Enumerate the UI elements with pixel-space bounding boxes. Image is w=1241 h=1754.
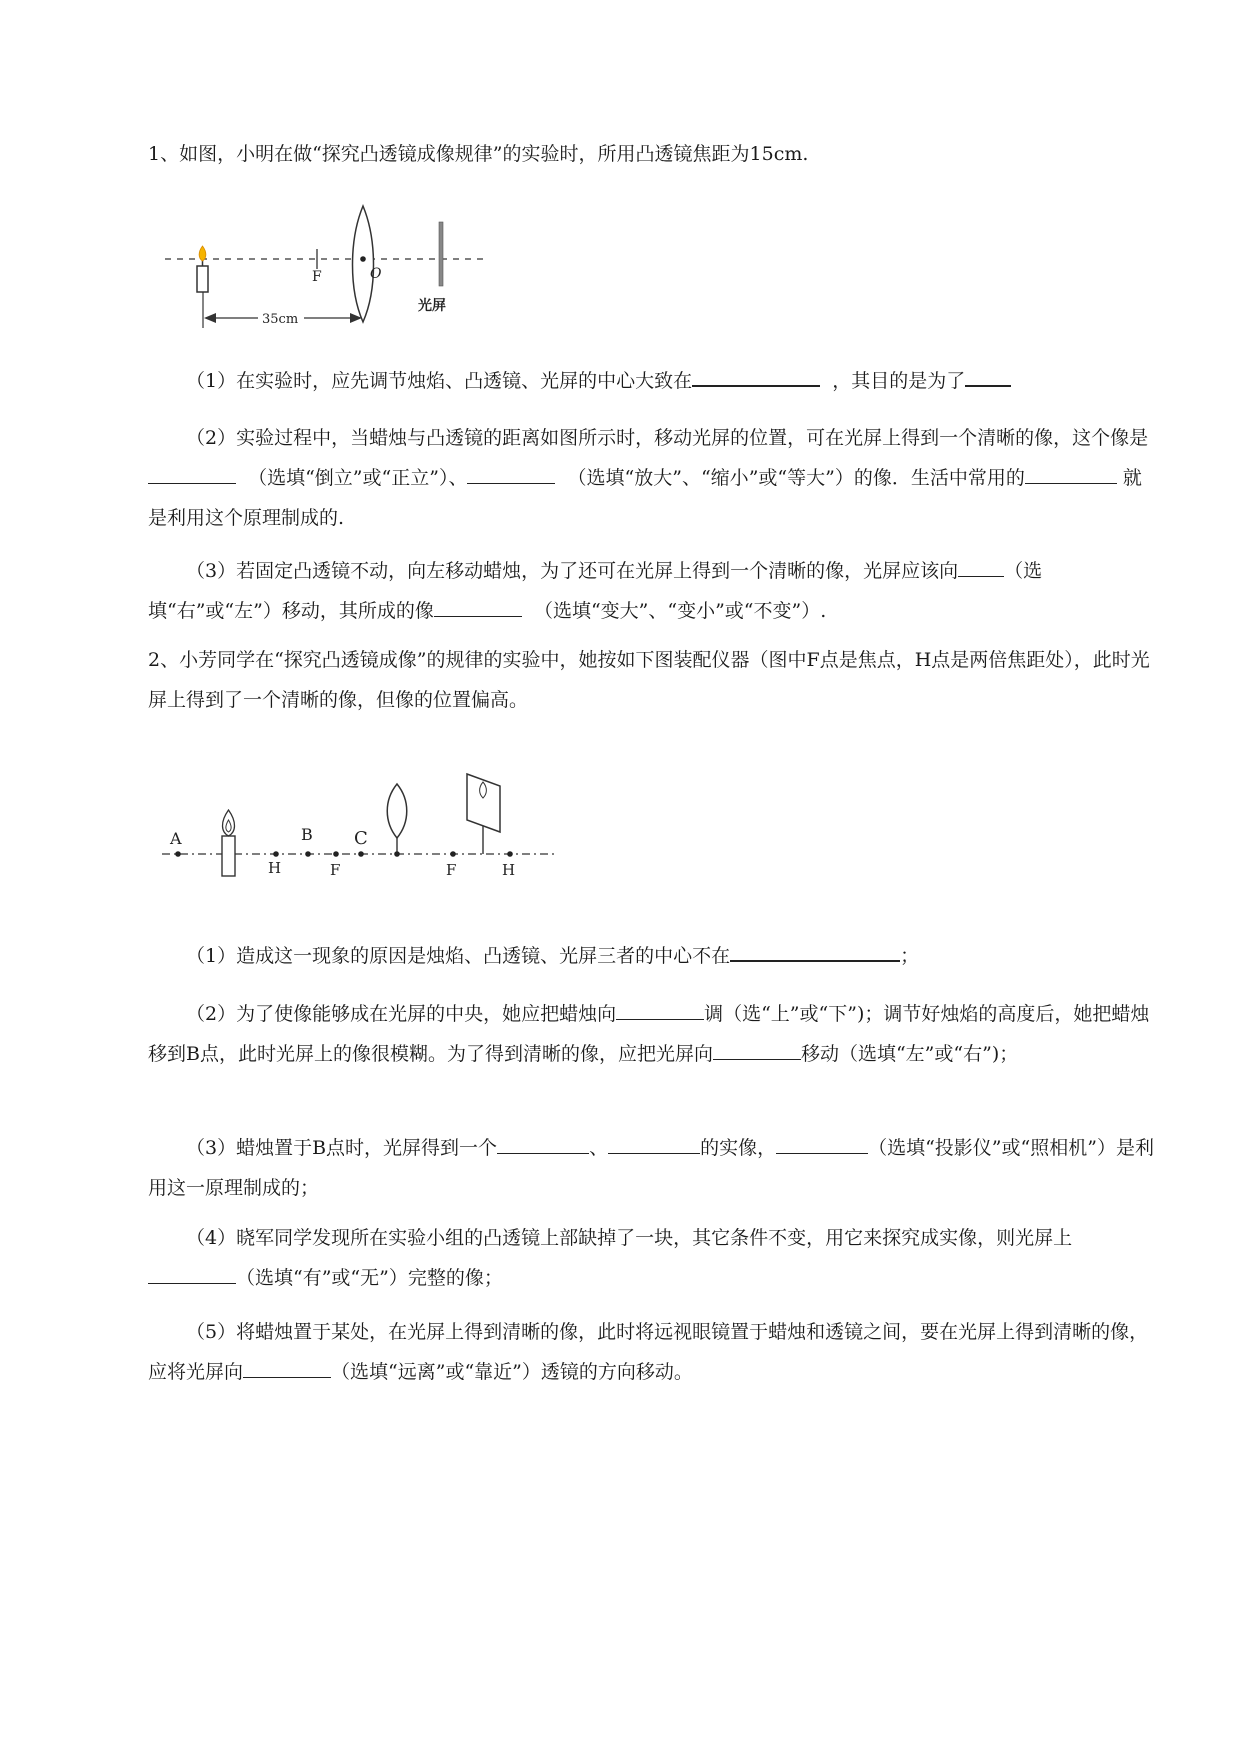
- answer-blank[interactable]: [692, 363, 820, 387]
- q2-part-5: （5）将蜡烛置于某处，在光屏上得到清晰的像，此时将远视眼镜置于蜡烛和透镜之间，要在光屏上得到清晰的像，应将光屏向 （选填“远离”或“靠近”）透镜的方向移动。: [148, 1321, 1149, 1383]
- q1-part-2: （2）实验过程中，当蜡烛与凸透镜的距离如图所示时，移动光屏的位置，可在光屏上得到一个清晰的像，这个像是 （选填“倒立”或“正立”）、 （选填“放大”、“缩小”或“等大”）的像．生活中常用的 就是利用这个原理制成的.: [148, 427, 1149, 529]
- flame-icon: [199, 246, 206, 261]
- point-label-h-right: H: [502, 861, 516, 879]
- q2-part-3: （3）蜡烛置于B点时，光屏得到一个 、 的实像， （选填“投影仪”或“照相机”）是利用这一原理制成的；: [148, 1128, 1158, 1208]
- q1-figure: [160, 200, 500, 335]
- answer-blank[interactable]: [965, 363, 1011, 387]
- answer-blank[interactable]: [776, 1131, 868, 1154]
- q2-part-2: （2）为了使像能够成在光屏的中央，她应把蜡烛向 调（选“上”或“下”)；调节好烛焰的高度后，她把蜡烛移到B点，此时光屏上的像很模糊。为了得到清晰的像，应把光屏向 移动（选填“左”或“右”)；: [148, 994, 1158, 1074]
- answer-blank[interactable]: [148, 461, 236, 484]
- q2-part-1: （1）造成这一现象的原因是烛焰、凸透镜、光屏三者的中心不在 ；: [148, 936, 1158, 976]
- distance-label: 35cm: [262, 312, 299, 327]
- answer-blank[interactable]: [148, 1261, 236, 1284]
- point-label-h-left: H: [268, 859, 282, 877]
- answer-blank[interactable]: [434, 594, 522, 617]
- q1-intro: 1、如图，小明在做“探究凸透镜成像规律”的实验时，所用凸透镜焦距为15cm.: [148, 143, 809, 165]
- focus-label: F: [312, 269, 322, 285]
- answer-blank[interactable]: [608, 1131, 700, 1154]
- convex-lens: [353, 206, 374, 322]
- answer-blank[interactable]: [713, 1037, 801, 1060]
- screen-label: 光屏: [418, 298, 446, 314]
- candle: [222, 836, 235, 876]
- answer-blank[interactable]: [243, 1355, 331, 1378]
- q2-intro: 2、小芳同学在“探究凸透镜成像”的规律的实验中，她按如下图装配仪器（图中F点是焦点，H点是两倍焦距处），此时光屏上得到了一个清晰的像，但像的位置偏高。: [148, 649, 1150, 711]
- point-label-f-right: F: [446, 861, 457, 879]
- answer-blank[interactable]: [730, 938, 900, 962]
- point-label-f-left: F: [330, 861, 341, 879]
- convex-lens: [387, 784, 407, 838]
- q1-part-3: （3）若固定凸透镜不动，向左移动蜡烛，为了还可在光屏上得到一个清晰的像，光屏应该向 （选填“右”或“左”）移动，其所成的像 （选填“变大”、“变小”或“不变”）.: [148, 551, 1158, 631]
- point-label-b: B: [301, 825, 313, 844]
- candle: [197, 266, 208, 292]
- point-label-a: A: [170, 829, 182, 848]
- optical-center-label: O: [370, 266, 382, 282]
- answer-blank[interactable]: [616, 997, 704, 1020]
- answer-blank[interactable]: [958, 554, 1004, 577]
- light-screen: [439, 222, 443, 286]
- q2-figure: [158, 768, 558, 888]
- point-label-c: C: [354, 828, 368, 849]
- answer-blank[interactable]: [467, 461, 555, 484]
- q1-part-1: （1）在实验时，应先调节烛焰、凸透镜、光屏的中心大致在 ，其目的是为了: [148, 361, 1158, 401]
- q2-part-4: （4）晓军同学发现所在实验小组的凸透镜上部缺掉了一块，其它条件不变，用它来探究成实像，则光屏上（选填“有”或“无”）完整的像；: [148, 1218, 1158, 1298]
- answer-blank[interactable]: [1025, 461, 1117, 484]
- answer-blank[interactable]: [497, 1131, 589, 1154]
